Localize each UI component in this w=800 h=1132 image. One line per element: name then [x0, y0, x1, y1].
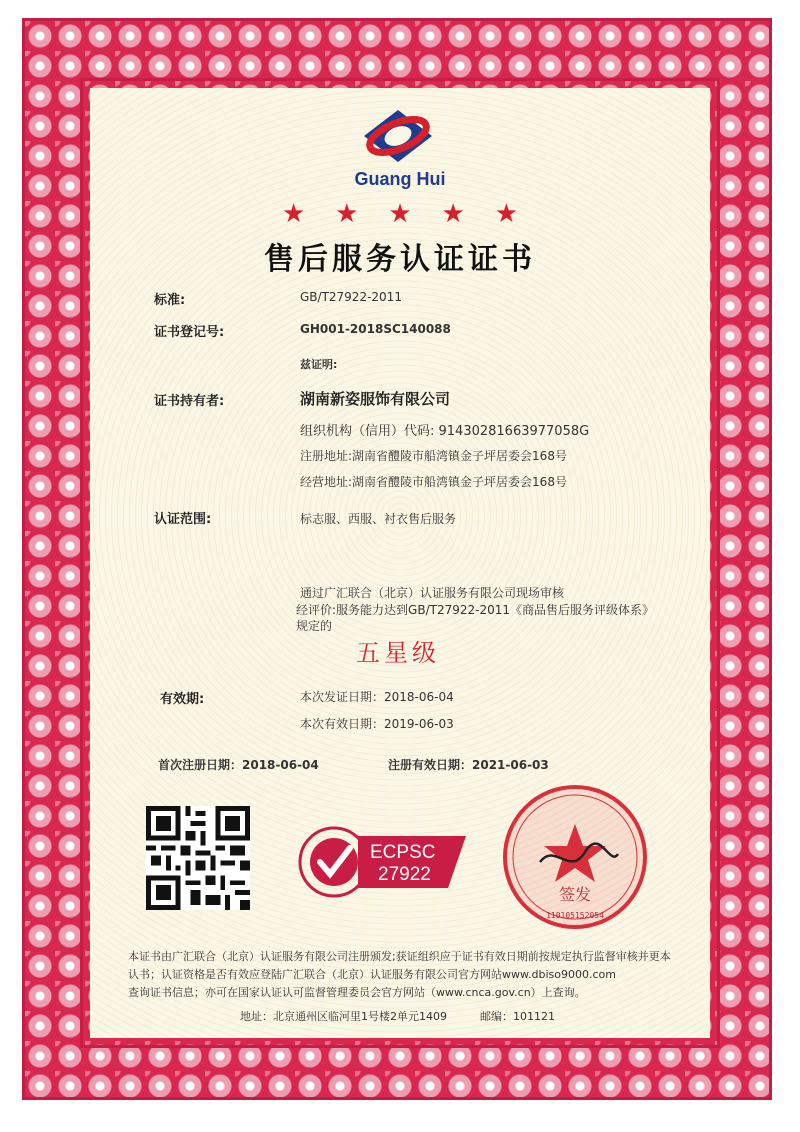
scope-label: 认证范围: [154, 512, 212, 527]
footer-address: 地址：北京通州区临河里1号楼2单元1409 [240, 1010, 447, 1023]
ecpsc-certification-mark-icon [298, 822, 478, 902]
standard-value: GB/T27922-2011 [300, 290, 402, 304]
statement-line-1: 通过广汇联合（北京）认证服务有限公司现场审核 [300, 586, 565, 600]
seal-sign-text: 签发 [558, 885, 592, 904]
issue-date: 本次发证日期：2018-06-04 [300, 690, 454, 704]
validity-label: 有效期: [160, 692, 205, 707]
ecpsc-text: ECPSC [370, 842, 436, 863]
scope-value: 标志服、西服、衬衣售后服务 [300, 512, 457, 526]
registration-label: 证书登记号: [154, 325, 225, 340]
ecpsc-number: 27922 [378, 864, 431, 885]
footer-line-1: 本证书由广汇联合（北京）认证服务有限公司注册颁发;获证组织应于证书有效日期前按规定执行监督审核并更本 [128, 950, 671, 963]
star-icon: ★ [494, 199, 518, 229]
registered-address: 注册地址:湖南省醴陵市船湾镇金子坪居委会168号 [300, 449, 567, 463]
brand-name: Guang Hui [354, 169, 446, 189]
star-icon: ★ [335, 199, 359, 229]
seal-number: 110105152054 [546, 911, 604, 920]
footer-line-2: 认书；认证资格是否有效应登陆广汇联合（北京）认证服务有限公司官方网站www.dbiso9000.com [128, 968, 616, 981]
expire-date: 本次有效日期：2019-06-03 [300, 717, 454, 731]
registration-valid-date: 注册有效日期：2021-06-03 [388, 758, 549, 772]
star-icon: ★ [441, 199, 465, 229]
registration-number: GH001-2018SC140088 [300, 322, 451, 336]
business-address: 经营地址:湖南省醴陵市船湾镇金子坪居委会168号 [300, 475, 567, 489]
certificate-title: 售后服务认证证书 [264, 242, 536, 277]
star-icon: ★ [388, 199, 412, 229]
holder-label: 证书持有者: [154, 394, 225, 409]
certify-label: 兹证明: [300, 358, 338, 371]
qr-code-icon [146, 806, 250, 910]
star-icon: ★ [282, 199, 306, 229]
holder-name: 湖南新姿服饰有限公司 [300, 390, 451, 408]
footer-zip: 邮编：101121 [480, 1010, 555, 1023]
statement-line-3: 规定的 [296, 619, 333, 633]
official-seal-icon [500, 782, 650, 932]
statement-line-2: 经评价:服务能力达到GB/T27922-2011《商品售后服务评级体系》 [296, 603, 654, 617]
service-level: 五星级 [356, 639, 440, 667]
org-code: 组织机构（信用）代码: 91430281663977058G [300, 424, 590, 439]
footer-line-3: 查询证书信息；亦可在国家认证认可监督管理委员会官方网站（www.cnca.gov.cn）上查询。 [128, 986, 586, 999]
first-registration-date: 首次注册日期：2018-06-04 [158, 758, 319, 772]
standard-label: 标准: [154, 293, 186, 308]
guang-hui-logo-icon [360, 106, 436, 166]
five-stars [282, 200, 518, 228]
